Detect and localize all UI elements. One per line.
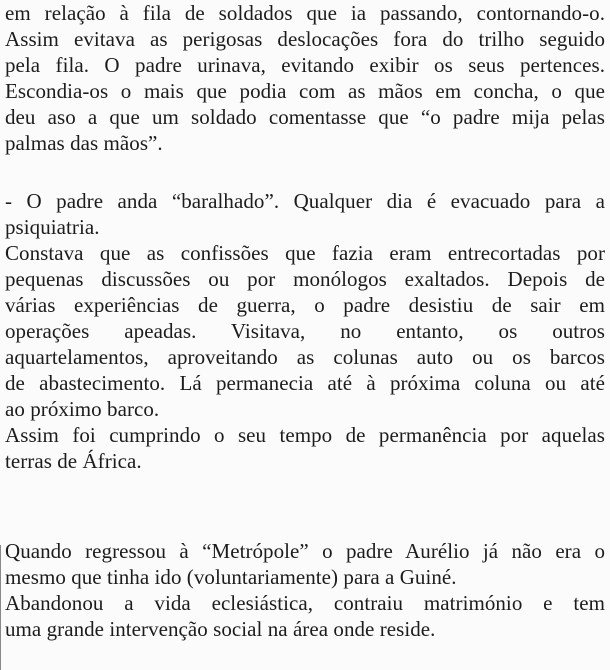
- text-line: palmas das mãos”.: [5, 131, 163, 155]
- text-line: Constava que as confissões que fazia eram entrecortadas por: [5, 241, 605, 265]
- text-line: uma grande intervenção social na área onde reside.: [5, 617, 436, 641]
- text-line: operações apeadas. Visitava, no entanto, os outros: [5, 319, 605, 343]
- scan-margin-line: [0, 545, 1, 670]
- text-line: terras de África.: [5, 449, 142, 473]
- text-line: mesmo que tinha ido (voluntariamente) para a Guiné.: [5, 565, 457, 589]
- text-line: Quando regressou à “Metrópole” o padre Aurélio já não era o: [5, 539, 605, 563]
- text-line: pela fila. O padre urinava, evitando exibir os seus pertences.: [5, 53, 605, 77]
- text-line: em relação à fila de soldados que ia passando, contornando-o.: [5, 1, 605, 25]
- text-line: Escondia-os o mais que podia com as mãos em concha, o que: [5, 79, 605, 103]
- text-line: deu aso a que um soldado comentasse que “o padre mija pelas: [5, 105, 605, 129]
- text-line: de abastecimento. Lá permanecia até à próxima coluna ou até: [5, 371, 605, 395]
- text-line: psiquiatria.: [5, 215, 100, 239]
- text-line: - O padre anda “baralhado”. Qualquer dia é evacuado para a: [5, 189, 605, 213]
- text-line: Abandonou a vida eclesiástica, contraiu matrimónio e tem: [5, 591, 605, 615]
- text-line: aquartelamentos, aproveitando as colunas auto ou os barcos: [5, 345, 605, 369]
- text-line: ao próximo barco.: [5, 397, 160, 421]
- text-line: Assim evitava as perigosas deslocações fora do trilho seguido: [5, 27, 605, 51]
- text-line: pequenas discussões ou por monólogos exaltados. Depois de: [5, 267, 605, 291]
- text-line: várias experiências de guerra, o padre desistiu de sair em: [5, 293, 605, 317]
- text-line: Assim foi cumprindo o seu tempo de permanência por aquelas: [5, 423, 605, 447]
